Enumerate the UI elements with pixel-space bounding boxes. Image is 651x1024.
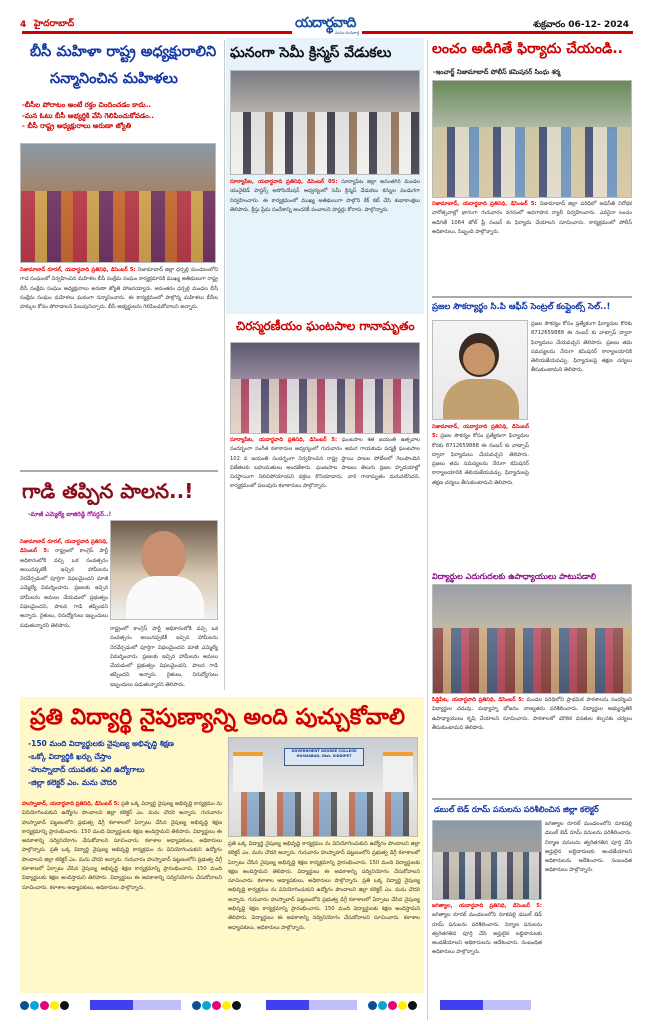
body-text: జగిత్యాల రూరల్ మండలంలోని నూకపల్లి డబుల్ బెడ్ రూమ్ పనులను పరిశీలించారు. నిర్మాణ పనులను త్వరితగతిన పూర్తి చేసి అర్హులైన లబ్ధిదారులకు అందజేయాలని అధికారులను ఆదేశించారు. సంబంధిత అధికారులు పాల్గొన్నారు. bbox=[432, 912, 542, 956]
dateline: సిద్దిపేట, యదార్థవాది ప్రతినిధి, డిసెంబర్ 5: bbox=[432, 697, 524, 703]
color-bar bbox=[266, 1000, 309, 1010]
bullet: -హుస్నాబాద్ యువతకు ఎలి ఉద్యోగాలు bbox=[28, 765, 145, 774]
register-marks bbox=[192, 1000, 357, 1010]
body-text: నిజామాబాద్ జిల్లా పరిధిలో అవినీతి నిరోధక వారోత్సవాల్లో భాగంగా గురువారం నగరంలో అవగాహన ర్యాలీ నిర్వహించారు. ఎవరైనా లంచం అడిగితే 1064 టోల్ ఫ్రీ నంబర్ కు ఫిర్యాదు చేయాలని సూచించారు. కార్యక్రమంలో పోలీస్ అధికారులు, సిబ్బంది పాల్గొన్నారు. bbox=[432, 201, 632, 235]
body-text: ప్రతి ఒక్క విద్యార్థి నైపుణ్య అభివృద్ధి కార్యక్రమం ను వినియోగించుకుని ఉద్యోగం పొందాలని జిల్లా కలెక్టర్ ఎం. మను చౌదరి అన్నారు. గురువారం హుస్నాబాద్ పట్టణంలోని ప్రభుత్వ డిగ్రీ కళాశాలలో ఏర్పాటు చేసిన నైపుణ్య అభివృద్ధి శిక్షణ కార్యక్రమాన్ని ప్రారంభించారు. 150 మంది విద్యార్థులకు శిక్షణ అందిస్తామని తెలిపారు. విద్యార్థులు ఈ అవకాశాన్ని సద్వినియోగం చేసుకోవాలని సూచించారు. కళాశాల అధ్యాపకులు, అధికారులు పాల్గొన్నారు. bbox=[22, 801, 222, 854]
column-divider bbox=[432, 296, 632, 298]
color-dot bbox=[222, 1001, 231, 1010]
header-rule-right bbox=[362, 31, 633, 34]
headline: ఘనంగా సెమీ క్రిస్మస్ వేడుకలు bbox=[230, 45, 392, 61]
article-body bbox=[22, 800, 222, 990]
color-dot bbox=[30, 1001, 39, 1010]
article-body bbox=[20, 538, 108, 688]
bullet: -150 మంది విద్యార్థులకు నైపుణ్య అభివృద్ధి శిక్షణ bbox=[28, 739, 174, 748]
body-text: ప్రతి ఒక్క విద్యార్థి నైపుణ్య అభివృద్ధి కార్యక్రమం ను వినియోగించుకుని ఉద్యోగం పొందాలని జిల్లా కలెక్టర్ ఎం. మను చౌదరి అన్నారు. గురువారం హుస్నాబాద్ పట్టణంలోని ప్రభుత్వ డిగ్రీ కళాశాలలో ఏర్పాటు చేసిన నైపుణ్య అభివృద్ధి శిక్షణ కార్యక్రమాన్ని ప్రారంభించారు. 150 మంది విద్యార్థులకు శిక్షణ అందిస్తామని తెలిపారు. విద్యార్థులు ఈ అవకాశాన్ని సద్వినియోగం చేసుకోవాలని సూచించారు. కళాశాల అధ్యాపకులు, అధికారులు పాల్గొన్నారు. bbox=[22, 847, 222, 891]
dateline: సూర్యాపేట, యదార్థవాది ప్రతినిధి, డిసెంబర్ 05: bbox=[230, 179, 338, 185]
body-text: ప్రతి ఒక్క విద్యార్థి నైపుణ్య అభివృద్ధి కార్యక్రమం ను వినియోగించుకుని ఉద్యోగం పొందాలని జిల్లా కలెక్టర్ ఎం. మను చౌదరి అన్నారు. గురువారం హుస్నాబాద్ పట్టణంలోని ప్రభుత్వ డిగ్రీ కళాశాలలో ఏర్పాటు చేసిన నైపుణ్య అభివృద్ధి శిక్షణ కార్యక్రమాన్ని ప్రారంభించారు. 150 మంది విద్యార్థులకు శిక్షణ అందిస్తామని తెలిపారు. విద్యార్థులు ఈ అవకాశాన్ని సద్వినియోగం చేసుకోవాలని సూచించారు. కళాశాల అధ్యాపకులు, అధికారులు పాల్గొన్నారు. bbox=[228, 841, 420, 885]
color-dot bbox=[192, 1001, 201, 1010]
article-body-continued bbox=[110, 625, 218, 688]
header-rule-left bbox=[22, 31, 292, 34]
dateline: హుస్నాబాద్, యదార్థవాది ప్రతినిధి, డిసెంబర్ 5: bbox=[22, 801, 120, 807]
column-divider bbox=[20, 470, 218, 472]
article-body bbox=[230, 178, 420, 308]
section-name: హైదరాబాద్ bbox=[34, 19, 75, 29]
ghantasala-event-photo bbox=[230, 342, 420, 434]
body-text: ఘంటసాల శత జయంతి ఉత్సవాల సందర్భంగా సంగీత కళాకారుల ఆధ్వర్యంలో గురువారం అమర గాయకుడు పద్మశ్రీ ఘంటసాల 102 వ జయంతి సందర్భంగా నిర్వహించిన రాష్ట్ర స్థాయి పాటల పోటీలలో గెలుపొందిన విజేతలకు బహుమతులు అందజేశారు. ఘంటసాల పాటలు తెలుగు ప్రజల హృదయాల్లో చిరస్థాయిగా నిలిచిపోయాయని వక్తలు కొనియాడారు. వారి గానామృతం మరువలేనిదని, కార్యక్రమంలో పలువురు కళాకారులు పాల్గొన్నారు. bbox=[230, 437, 420, 490]
headline: గాడి తప్పిన పాలన..! bbox=[22, 479, 194, 503]
color-dot bbox=[60, 1001, 69, 1010]
color-bar bbox=[483, 1000, 531, 1010]
body-text: మండల పరిధిలోని ప్రాథమిక పాఠశాలను సందర్శించి విద్యార్థుల చదువు, మధ్యాహ్న భోజనం నాణ్యతను పరిశీలించారు. విద్యార్థుల అభ్యున్నతికి ఉపాధ్యాయులు కృషి చేయాలని సూచించారు. పాఠశాలలో మౌలిక వసతుల కల్పనకు చర్యలు తీసుకుంటామని తెలిపారు. bbox=[432, 697, 632, 731]
headline: డబుల్ బెడ్ రూమ్ పనులను పరిశీలించిన జిల్లా కలెక్టర్ bbox=[434, 805, 599, 814]
police-rally-photo bbox=[432, 80, 632, 198]
color-dot bbox=[368, 1001, 377, 1010]
body-text: ప్రజల సౌకర్యం కోసం ప్రత్యేకంగా ఫిర్యాదుల కొరకు 8712659888 ఈ నంబర్ కు వాట్సాప్ ద్వారా ఫిర్యాదులు చేయవచ్చని తెలిపారు. ప్రజలు తమ సమస్యలను నేరుగా కమిషనర్ కార్యాలయానికి తెలియజేయవచ్చు. ఫిర్యాదులపై తక్షణ చర్యలు తీసుకుంటామని తెలిపారు. bbox=[432, 433, 529, 486]
register-marks bbox=[20, 1000, 181, 1010]
school-students-photo bbox=[432, 584, 632, 694]
color-dot bbox=[232, 1001, 241, 1010]
bullet-list bbox=[22, 100, 222, 132]
article-body bbox=[432, 902, 542, 990]
headline: చిరస్మరణీయం ఘంటసాల గానామృతం bbox=[236, 319, 415, 333]
color-bar bbox=[90, 1000, 133, 1010]
color-bar bbox=[133, 1000, 181, 1010]
womens-group-photo bbox=[20, 143, 216, 263]
christmas-celebration-photo bbox=[230, 70, 420, 175]
article-body bbox=[432, 200, 632, 292]
headline-line2: సన్మానించిన మహిళలు bbox=[50, 71, 178, 87]
color-dot bbox=[50, 1001, 59, 1010]
bullet: -జిల్లా కలెక్టర్ ఎం. మను చౌదరి bbox=[28, 778, 117, 787]
column-divider bbox=[432, 798, 632, 800]
headline-line1: బీసీ మహిళా రాష్ట్ర అధ్యక్షురాలిని bbox=[30, 44, 217, 60]
article-body bbox=[20, 266, 218, 464]
article-body bbox=[432, 696, 632, 788]
college-banner: GOVERNMENT DEGREE COLLEGE HUSNABAD, Dist. SIDDIPET bbox=[284, 748, 364, 766]
bullet-list bbox=[28, 737, 218, 789]
color-dot bbox=[202, 1001, 211, 1010]
commissioner-photo bbox=[432, 320, 528, 420]
bullet: - బీసీ రాష్ట్ర అధ్యక్షురాలు అరుణా జ్యోతి bbox=[22, 122, 132, 130]
article-body-side bbox=[545, 820, 632, 990]
column-separator bbox=[427, 40, 428, 1020]
body-text: రాష్ట్రంలో కాంగ్రెస్ పార్టీ అధికారంలోకి వచ్చి ఒక సంవత్సరం అయినప్పటికీ ఇచ్చిన హామీలను నెరవేర్చడంలో పూర్తిగా విఫలమైందని మాజీ ఎమ్మెల్యే విమర్శించారు. ప్రజలకు ఇచ్చిన హామీలను అమలు చేయడంలో ప్రభుత్వం విఫలమైందని, పాలన గాడి తప్పిందని అన్నారు. రైతులు, నిరుద్యోగులు ఇబ్బందులు పడుతున్నారని తెలిపారు. bbox=[110, 626, 218, 688]
body-text: ప్రతి ఒక్క విద్యార్థి నైపుణ్య అభివృద్ధి కార్యక్రమం ను వినియోగించుకుని ఉద్యోగం పొందాలని జిల్లా కలెక్టర్ ఎం. మను చౌదరి అన్నారు. గురువారం హుస్నాబాద్ పట్టణంలోని ప్రభుత్వ డిగ్రీ కళాశాలలో ఏర్పాటు చేసిన నైపుణ్య అభివృద్ధి శిక్షణ కార్యక్రమాన్ని ప్రారంభించారు. 150 మంది విద్యార్థులకు శిక్షణ అందిస్తామని తెలిపారు. విద్యార్థులు ఈ అవకాశాన్ని సద్వినియోగం చేసుకోవాలని సూచించారు. కళాశాల అధ్యాపకులు, అధికారులు పాల్గొన్నారు. bbox=[228, 878, 420, 931]
headline: లంచం అడిగితే ఫిర్యాదు చేయండి.. bbox=[432, 41, 623, 57]
body-text: సూర్యాపేట జిల్లా అనంతగిరి మండల యునైటెడ్ పాస్టర్స్ అసోసియేషన్ ఆధ్వర్యంలో సెమీ క్రిస్మస్ వేడుకలు కన్నుల పండుగగా నిర్వహించారు. ఈ కార్యక్రమంలో ముఖ్య అతిథులుగా పాల్గొని కేక్ కట్ చేసి శుభాకాంక్షలు తెలిపారు. క్రీస్తు ప్రేమ సందేశాన్ని అందరికీ పంచాలని పాస్టర్లు కోరారు. పాల్గొన్నారు. bbox=[230, 179, 420, 213]
collector-inspection-photo bbox=[432, 820, 542, 900]
color-dot bbox=[388, 1001, 397, 1010]
bullet: -బీసీల పోరాటం అంటే రక్తం చిందించడం కాదు.. bbox=[22, 101, 152, 109]
body-text: జగిత్యాల రూరల్ మండలంలోని నూకపల్లి డబుల్ బెడ్ రూమ్ పనులను పరిశీలించారు. నిర్మాణ పనులను త్వరితగతిన పూర్తి చేసి అర్హులైన లబ్ధిదారులకు అందజేయాలని అధికారులను ఆదేశించారు. సంబంధిత అధికారులు పాల్గొన్నారు. bbox=[545, 821, 632, 874]
body-text: రాష్ట్రంలో కాంగ్రెస్ పార్టీ అధికారంలోకి వచ్చి ఒక సంవత్సరం అయినప్పటికీ ఇచ్చిన హామీలను నెరవేర్చడంలో పూర్తిగా విఫలమైందని మాజీ ఎమ్మెల్యే విమర్శించారు. ప్రజలకు ఇచ్చిన హామీలను అమలు చేయడంలో ప్రభుత్వం విఫలమైందని, పాలన గాడి తప్పిందని అన్నారు. రైతులు, నిరుద్యోగులు ఇబ్బందులు పడుతున్నారని తెలిపారు. bbox=[20, 548, 108, 629]
issue-date: శుక్రవారం 06-12- 2024 bbox=[533, 20, 629, 30]
headline: ప్రజల సౌకర్యార్థం సి.పి ఆఫీస్ సెంట్రల్ కంప్లైంట్స్ సెల్..! bbox=[432, 302, 611, 312]
subhead: -ఇంచార్జ్ నిజామాబాద్ పోలీస్ కమిషనర్ సింధు శర్మ bbox=[433, 68, 561, 76]
article-body bbox=[432, 423, 529, 566]
dateline: నిజామాబాద్ రూరల్, యదార్థవాది ప్రతినిధి, డిసెంబర్ 5: bbox=[20, 539, 108, 555]
color-bar bbox=[309, 1000, 357, 1010]
color-dot bbox=[40, 1001, 49, 1010]
dateline: నిజామాబాద్, యదార్థవాది ప్రతినిధి, డిసెంబర్ 5: bbox=[432, 201, 537, 207]
body-text: నిజామాబాద్ జిల్లా ధర్పల్లి మండలంలోని గాడ సంఘంలో నిర్వహించిన మహిళల బీసీ సంక్షేమ సంఘం కార్యక్రమానికి ముఖ్య అతిథులుగా రాష్ట్ర బీసీ సంక్షేమ సంఘం అధ్యక్షురాలు అరుణా జ్యోతి హాజరయ్యారు. అనంతరం ధర్పల్లి మండల బీసీ సంక్షేమ సంఘం మహిళలు ఘనంగా సన్మానించారు. ఈ కార్యక్రమంలో పాల్గొన్న మహిళలు బీసీల హక్కుల కోసం పోరాడాలని పిలుపునిచ్చారు. బీసీ అభ్యర్థులను గెలిపించుకోవాలని అన్నారు. bbox=[20, 267, 218, 311]
dateline: జగిత్యాల, యదార్థవాది ప్రతినిధి, డిసెంబర్ 5: bbox=[432, 903, 542, 909]
color-bar bbox=[440, 1000, 483, 1010]
dateline: నిజామాబాద్ రూరల్, యదార్థవాది ప్రతినిధి, డిసెంబర్ 5: bbox=[20, 267, 136, 273]
headline: విద్యార్థుల ఎదుగుదలకు ఉపాధ్యాయులు పాటుపడాలి bbox=[432, 572, 597, 581]
article-body-side bbox=[531, 320, 632, 566]
color-dot bbox=[378, 1001, 387, 1010]
page-number: 4 bbox=[20, 20, 27, 30]
column-separator bbox=[224, 40, 225, 690]
dateline: సూర్యాపేట, యదార్థవాది ప్రతినిధి, డిసెంబర్ 5: bbox=[230, 437, 338, 443]
color-dot bbox=[408, 1001, 417, 1010]
body-text: ప్రజల సౌకర్యం కోసం ప్రత్యేకంగా ఫిర్యాదుల కొరకు 8712659888 ఈ నంబర్ కు వాట్సాప్ ద్వారా ఫిర్యాదులు చేయవచ్చని తెలిపారు. ప్రజలు తమ సమస్యలను నేరుగా కమిషనర్ కార్యాలయానికి తెలియజేయవచ్చు. ఫిర్యాదులపై తక్షణ చర్యలు తీసుకుంటామని తెలిపారు. bbox=[531, 321, 632, 374]
color-dot bbox=[398, 1001, 407, 1010]
masthead bbox=[0, 0, 651, 36]
register-marks bbox=[368, 1000, 531, 1010]
article-body-continued bbox=[228, 840, 420, 990]
headline: ప్రతి విద్యార్థి నైపుణ్యాన్ని అంది పుచ్చుకోవాలి bbox=[30, 705, 406, 730]
logo-tagline: మనం-మనవార్త bbox=[335, 30, 360, 35]
color-dot bbox=[20, 1001, 29, 1010]
college-event-photo bbox=[228, 737, 418, 837]
bullet: -ఒక్కో విద్యార్థికి ఖర్చు చేస్తాం bbox=[28, 752, 112, 761]
bullet: -మన ఓటు బీసీ అభ్యర్థికి వేసి గెలిపించుకోవడం.. bbox=[22, 111, 154, 120]
article-body bbox=[230, 436, 420, 690]
color-dot bbox=[212, 1001, 221, 1010]
politician-photo bbox=[110, 520, 218, 620]
newspaper-logo[interactable]: యదార్థవాది bbox=[295, 15, 356, 31]
dateline: నిజామాబాద్, యదార్థవాది ప్రతినిధి, డిసెంబర్ 5: bbox=[432, 424, 529, 440]
subhead: -మాజీ ఎమ్మెల్యే బాజిరెడ్డి గోవర్ధన్..! bbox=[28, 511, 112, 518]
